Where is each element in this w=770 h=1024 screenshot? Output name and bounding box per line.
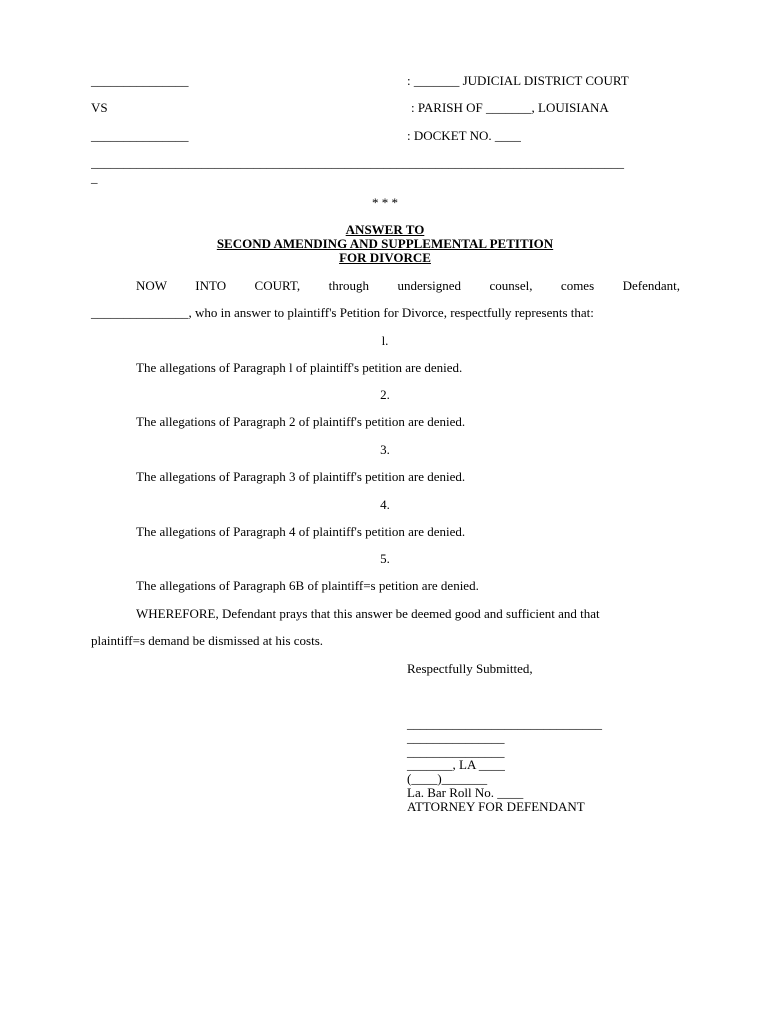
intro-line2: _______________, who in answer to plaintiff's Petition for Divorce, respectfully represents that: xyxy=(91,305,594,320)
paragraph-text: The allegations of Paragraph 6B of plaintiff=s petition are denied. xyxy=(136,578,479,593)
bar-roll-number: La. Bar Roll No. ____ xyxy=(407,785,524,800)
document-title-line2: SECOND AMENDING AND SUPPLEMENTAL PETITION xyxy=(216,236,554,251)
closing-text: Respectfully Submitted, xyxy=(407,661,533,676)
defendant-name-blank: _______________ xyxy=(91,128,189,143)
section-separator-stars: * * * xyxy=(372,195,398,210)
paragraph-number: 5. xyxy=(380,551,390,566)
paragraph-number: l. xyxy=(381,333,389,348)
paragraph-text: The allegations of Paragraph l of plaintiff's petition are denied. xyxy=(136,360,463,375)
parish-line: : PARISH OF _______, LOUISIANA xyxy=(411,100,609,115)
paragraph-number: 3. xyxy=(380,442,390,457)
docket-number-line: : DOCKET NO. ____ xyxy=(407,128,521,143)
plaintiff-name-blank: _______________ xyxy=(91,73,189,88)
document-title-line1: ANSWER TO xyxy=(345,222,425,237)
phone-line: (____)_______ xyxy=(407,771,488,786)
intro-line1: NOW INTO COURT, through undersigned counsel, comes Defendant, xyxy=(136,278,680,293)
paragraph-number: 4. xyxy=(380,497,390,512)
document-title-line3: FOR DIVORCE xyxy=(339,250,431,265)
address-blank: _______________ xyxy=(407,744,505,759)
paragraph-text: The allegations of Paragraph 4 of plaintiff's petition are denied. xyxy=(136,524,466,539)
paragraph-text: The allegations of Paragraph 2 of plaintiff's petition are denied. xyxy=(136,414,466,429)
signature-line: ______________________________ xyxy=(407,716,602,731)
caption-rule-tail: _ xyxy=(91,170,98,185)
paragraph-number: 2. xyxy=(380,387,390,402)
attorney-name-blank: _______________ xyxy=(407,730,505,745)
caption-rule-line: __________________________________________________________________________________ xyxy=(91,155,624,170)
paragraph-text: The allegations of Paragraph 3 of plaintiff's petition are denied. xyxy=(136,469,466,484)
wherefore-line2: plaintiff=s demand be dismissed at his costs. xyxy=(91,633,324,648)
court-name-line: : _______ JUDICIAL DISTRICT COURT xyxy=(407,73,629,88)
versus-label: VS xyxy=(91,100,108,115)
city-state-line: _______, LA ____ xyxy=(407,757,505,772)
wherefore-line1: WHEREFORE, Defendant prays that this answer be deemed good and sufficient and that xyxy=(136,606,600,621)
attorney-role: ATTORNEY FOR DEFENDANT xyxy=(407,799,585,814)
